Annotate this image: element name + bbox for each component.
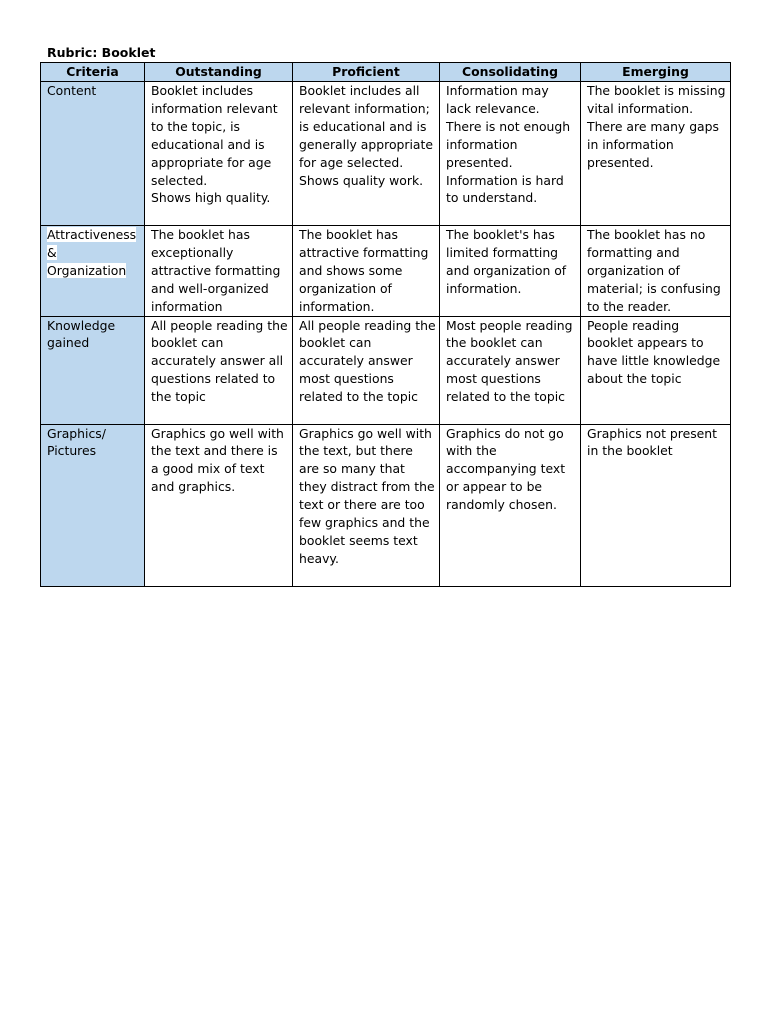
criteria-label-line-2: &	[47, 244, 57, 260]
rubric-table	[40, 62, 731, 587]
proficient-cell	[293, 316, 440, 424]
table-row-content	[41, 82, 731, 226]
outstanding-text: Graphics go well with the text and there is a good mix of text and graphics.	[151, 425, 284, 495]
consolidating-text: Most people reading the booklet can accurately answer most questions related to the topic	[446, 317, 573, 405]
emerging-text: The booklet has no formatting and organization of material; is confusing to the reader.	[587, 227, 721, 314]
emerging-text: Graphics not present in the booklet	[587, 425, 717, 459]
proficient-text: Booklet includes all relevant information; is educational and is generally appropriate for age selected. Shows quality work.	[299, 83, 434, 188]
criteria-label-line-3: Organization	[47, 262, 127, 278]
consolidating-cell	[440, 82, 581, 226]
proficient-cell	[293, 424, 440, 586]
table-row-graphics	[41, 424, 731, 586]
criteria-label-line-1: Attractiveness	[47, 227, 137, 242]
criteria-label: Content	[47, 83, 97, 98]
table-header-row	[41, 63, 731, 82]
criteria-cell	[41, 424, 145, 586]
emerging-cell	[581, 316, 731, 424]
consolidating-text: Graphics do not go with the accompanying text or appear to be randomly chosen.	[446, 425, 566, 513]
header-proficient: Proficient	[293, 63, 440, 82]
emerging-text: People reading booklet appears to have little knowledge about the topic	[587, 317, 721, 387]
consolidating-text: Information may lack relevance. There is not enough information presented. Information is hard to understand.	[446, 83, 571, 206]
criteria-cell	[41, 82, 145, 226]
outstanding-cell	[145, 226, 293, 317]
criteria-label: Graphics/ Pictures	[47, 425, 106, 459]
consolidating-text: The booklet's has limited formatting and organization of information.	[446, 227, 567, 296]
consolidating-cell	[440, 424, 581, 586]
proficient-cell	[293, 226, 440, 317]
criteria-cell	[41, 226, 145, 317]
emerging-text: The booklet is missing vital information. There are many gaps in information presented.	[587, 83, 726, 170]
outstanding-cell	[145, 316, 293, 424]
table-row-attractiveness	[41, 226, 731, 317]
proficient-text: Graphics go well with the text, but there are so many that they distract from the text or there are too few graphics and the booklet seems text heavy.	[299, 425, 435, 566]
table-row-knowledge	[41, 316, 731, 424]
emerging-cell	[581, 424, 731, 586]
proficient-cell	[293, 82, 440, 226]
criteria-label: Knowledge gained	[47, 317, 116, 351]
criteria-cell	[41, 316, 145, 424]
consolidating-cell	[440, 226, 581, 317]
outstanding-text: The booklet has exceptionally attractive formatting and well-organized information	[151, 227, 281, 314]
proficient-text: The booklet has attractive formatting and shows some organization of information.	[299, 227, 429, 314]
proficient-text: All people reading the booklet can accurately answer most questions related to the topic	[299, 317, 436, 405]
outstanding-text: Booklet includes information relevant to the topic, is educational and is appropriate for age selected. Shows high quality.	[151, 83, 278, 206]
outstanding-text: All people reading the booklet can accurately answer all questions related to the topic	[151, 317, 288, 405]
outstanding-cell	[145, 82, 293, 226]
document-title: Rubric: Booklet	[47, 45, 156, 60]
header-outstanding: Outstanding	[145, 63, 293, 82]
header-consolidating: Consolidating	[440, 63, 581, 82]
header-criteria: Criteria	[41, 63, 145, 82]
header-emerging: Emerging	[581, 63, 731, 82]
consolidating-cell	[440, 316, 581, 424]
emerging-cell	[581, 226, 731, 317]
outstanding-cell	[145, 424, 293, 586]
emerging-cell	[581, 82, 731, 226]
